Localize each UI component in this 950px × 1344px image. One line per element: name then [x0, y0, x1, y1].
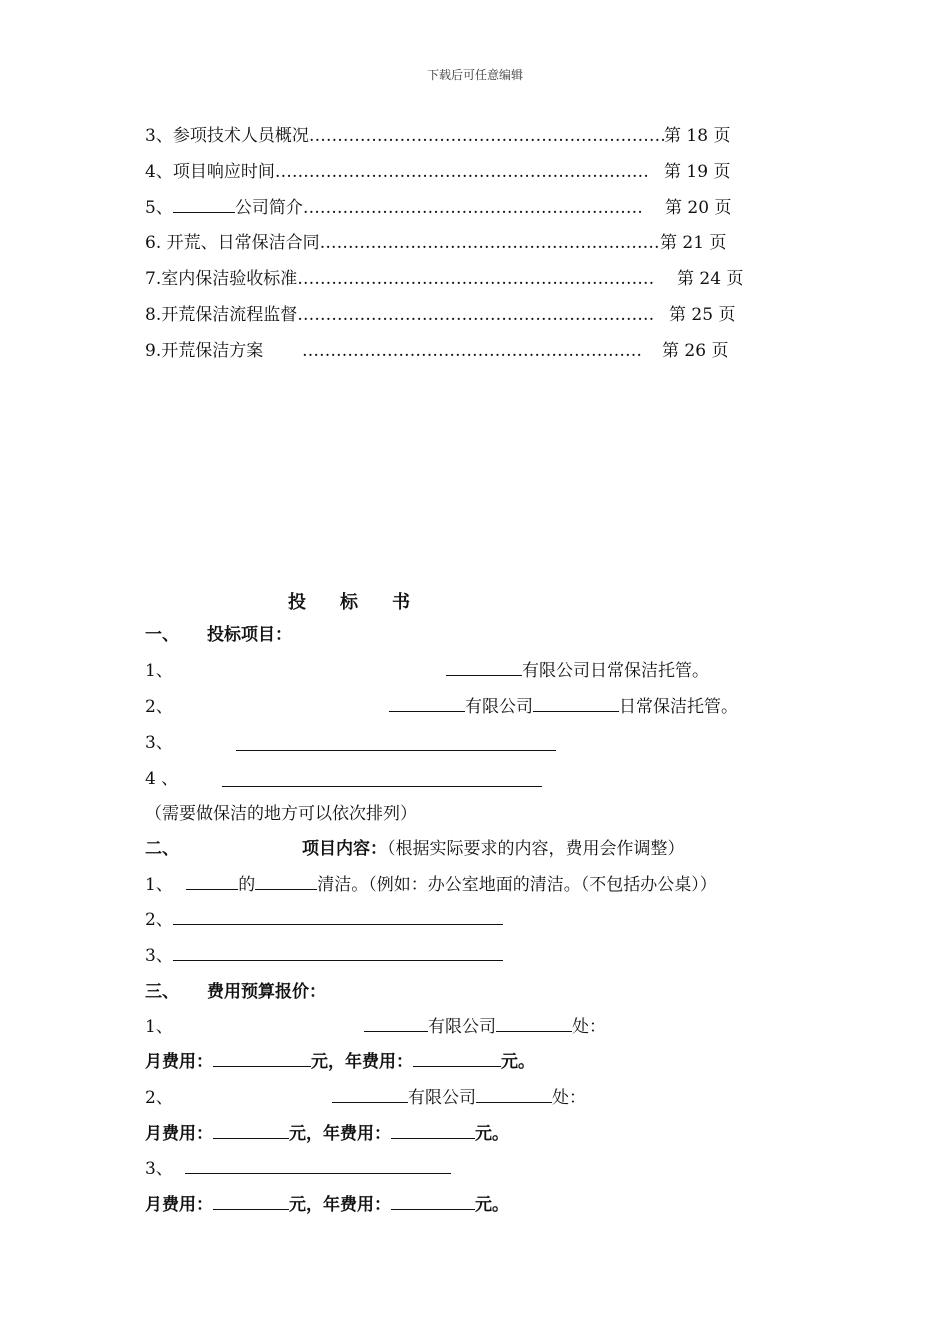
- blank-line: [413, 1050, 501, 1067]
- blank-line: [391, 1193, 475, 1210]
- blank-line: [446, 659, 522, 676]
- blank-line: [364, 1015, 428, 1032]
- blank-line: [186, 873, 238, 890]
- budget-item-2: 有限公司 处：: [332, 1086, 586, 1110]
- toc-page: 第 18 页: [664, 126, 731, 146]
- document-title: 投标书: [288, 592, 444, 613]
- budget-item-1: 有限公司 处：: [364, 1015, 606, 1039]
- item-number: 1、: [145, 661, 173, 681]
- blank-line: [173, 908, 503, 925]
- project-item-3: [236, 732, 556, 755]
- section-2-heading: 项目内容：（根据实际要求的内容，费用会作调整）: [302, 839, 685, 859]
- blank-line: [213, 1193, 289, 1210]
- toc-page: 第 20 页: [665, 198, 732, 218]
- blank-line: [236, 732, 556, 751]
- item-number: 1、: [145, 1017, 173, 1037]
- toc-item: 3、参项技术人员概况………………………………………………………: [145, 126, 666, 146]
- project-item-1: 有限公司日常保洁托管。: [446, 659, 709, 683]
- item-number: 4 、: [145, 769, 179, 789]
- section-3-number: 三、: [145, 982, 179, 1002]
- blank-line: [173, 196, 235, 213]
- blank-line: [185, 1157, 451, 1174]
- section-3-heading: 费用预算报价：: [207, 982, 326, 1002]
- blank-line: [213, 1122, 289, 1139]
- content-item-2: 2、: [145, 908, 503, 932]
- budget-fee-3: 月费用： 元，年费用： 元。: [145, 1195, 509, 1215]
- item-number: 2、: [145, 697, 173, 717]
- blank-line: [213, 1050, 311, 1067]
- toc-item: 9.开荒保洁方案: [145, 341, 264, 361]
- section-1-heading: 投标项目：: [207, 625, 292, 645]
- item-number: 3、: [145, 733, 173, 753]
- toc-item: 6. 开荒、日常保洁合同……………………………………………………: [145, 233, 660, 253]
- content-item-1: 1、 的 清洁。（例如：办公室地面的清洁。（不包括办公桌））: [145, 875, 717, 895]
- section-1-number: 一、: [145, 625, 179, 645]
- blank-line: [391, 1122, 475, 1139]
- toc-dots: ……………………………………………………: [302, 341, 642, 361]
- blank-line: [496, 1015, 572, 1032]
- budget-fee-1: 月费用： 元，年费用： 元。: [145, 1052, 535, 1072]
- toc-page: 第 24 页: [677, 269, 744, 289]
- toc-page: 第 19 页: [664, 162, 731, 182]
- blank-line: [389, 695, 465, 712]
- page-header: 下载后可任意编辑: [426, 68, 523, 82]
- content-item-3: 3、: [145, 944, 503, 968]
- blank-line: [255, 873, 317, 890]
- toc-item: 4、项目响应时间…………………………………………………………: [145, 162, 649, 182]
- blank-line: [332, 1086, 408, 1103]
- note: （需要做保洁的地方可以依次排列）: [145, 804, 417, 824]
- toc-item: 5、 公司简介……………………………………………………: [145, 198, 643, 218]
- blank-line: [476, 1086, 552, 1103]
- blank-line: [222, 768, 542, 787]
- toc-page: 第 26 页: [662, 341, 729, 361]
- blank-line: [533, 695, 619, 712]
- budget-item-3: 3、: [145, 1157, 451, 1181]
- blank-line: [173, 944, 503, 961]
- project-item-4: [222, 768, 542, 791]
- toc-item: 8.开荒保洁流程监督………………………………………………………: [145, 305, 655, 325]
- item-number: 2、: [145, 1088, 173, 1108]
- budget-fee-2: 月费用： 元，年费用： 元。: [145, 1124, 509, 1144]
- toc-page: 第 25 页: [669, 305, 736, 325]
- toc-item: 7.室内保洁验收标准………………………………………………………: [145, 269, 655, 289]
- section-2-number: 二、: [145, 839, 179, 859]
- toc-page: 第 21 页: [660, 233, 727, 253]
- project-item-2: 有限公司 日常保洁托管。: [389, 695, 738, 719]
